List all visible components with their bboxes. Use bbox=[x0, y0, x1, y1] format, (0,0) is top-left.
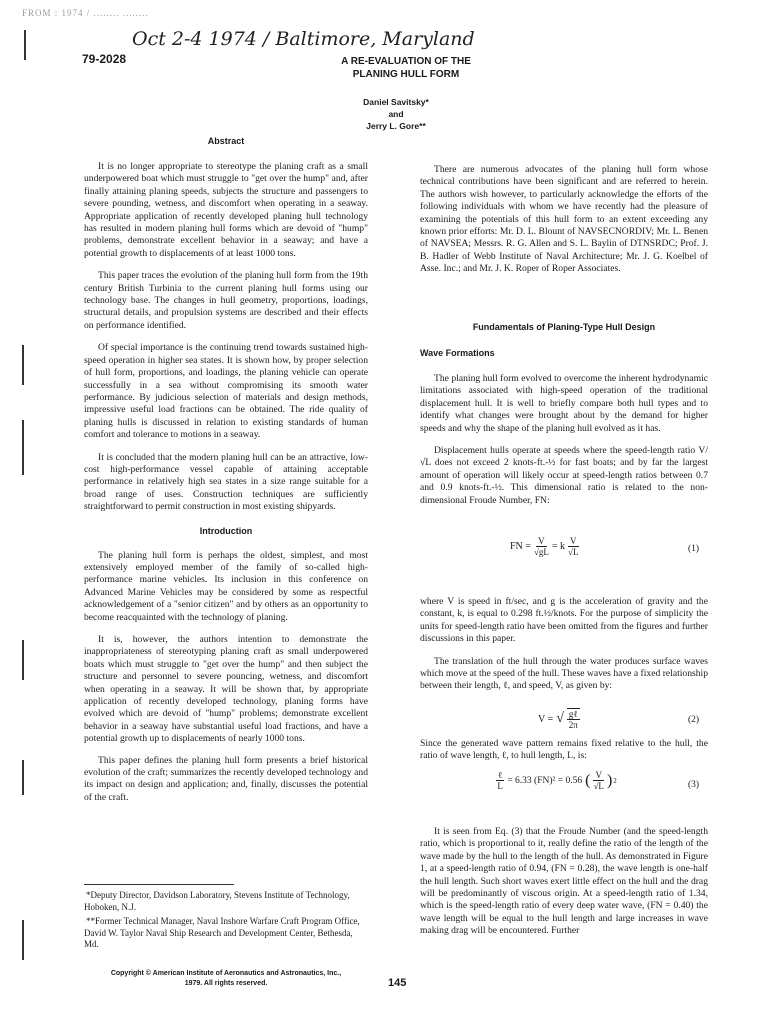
author-block bbox=[320, 96, 472, 132]
abstract-paragraph: It is concluded that the modern planing hull can be an attractive, low-cost high-performance vessel capable of attaining acceptable performance in relatively high sea states in a size range suitable for a broad range of uses. Construction techniques are sufficiently straightforward to permit construction in most existing shipyards. bbox=[84, 451, 368, 513]
eq3-paren-numerator: V bbox=[595, 770, 602, 780]
eq1-fraction-2 bbox=[568, 536, 579, 557]
archive-stamp: FROM : 1974 / ........ ........ bbox=[22, 8, 149, 18]
eq2-lhs: V = bbox=[538, 713, 554, 725]
margin-mark bbox=[22, 640, 24, 680]
eq1-frac1-denominator: √gL bbox=[533, 547, 549, 557]
abstract-paragraph: This paper traces the evolution of the planing hull form from the 19th century British Turbinia to the current planing hull forms using our technology base. The changes in hull geometry, proportions, loadings, structural details, and propulsion systems are described and their effects on performance identified. bbox=[84, 270, 368, 331]
wave-paragraph: The planing hull form evolved to overcome the inherent hydrodynamic limitations associated with high-speed operation of the traditional displacement hull. It is well to briefly compare both hull types and to identify what changes were brought about by the demand for higher speeds and why the shape of the planing hull evolved as it has. bbox=[420, 373, 708, 434]
eq3-numerator: ℓ bbox=[498, 770, 503, 780]
equation-1 bbox=[510, 536, 579, 557]
eq3-paren-fraction bbox=[593, 770, 604, 791]
wave-paragraph: Displacement hulls operate at speeds where the speed-length ratio V/√L does not exceed 2 knots-ft.-½ for fast boats; and by far the largest amount of operation will likely occur at speed-length ratios between 0.7 and 0.9 knots-ft.-½. This dimensional ratio is related to the non-dimensional Froude Number, FN: bbox=[420, 445, 708, 506]
eq2-denominator: 2π bbox=[568, 720, 578, 730]
eq3-denominator: L bbox=[497, 781, 503, 791]
eq2-fraction bbox=[567, 708, 580, 730]
eq3-fraction bbox=[496, 770, 504, 791]
eq3-close-paren: ) bbox=[606, 771, 613, 789]
equation-2-number: (2) bbox=[688, 715, 700, 725]
margin-mark bbox=[22, 420, 24, 475]
title-line-1: A RE-EVALUATION OF THE bbox=[341, 56, 471, 67]
eq3-open-paren: ( bbox=[585, 771, 591, 789]
eq3-paren-denominator: √L bbox=[593, 781, 604, 791]
right-column-top bbox=[420, 164, 708, 276]
title-line-2: PLANING HULL FORM bbox=[352, 69, 460, 80]
margin-mark bbox=[22, 760, 24, 795]
post-eq2-section bbox=[420, 738, 708, 763]
post-eq1-paragraph: where V is speed in ft/sec, and g is the acceleration of gravity and the constant, k, is equal to 0.298 ft.½/knots. For the purpose of simplicity the units for speed-length ratio have been omitted from the figures and further discussions in this paper. bbox=[420, 596, 708, 645]
footnote-1: *Deputy Director, Davidson Laboratory, Stevens Institute of Technology, Hoboken, N.J. bbox=[84, 890, 350, 912]
equation-2 bbox=[538, 708, 580, 730]
intro-paragraph: The planing hull form is perhaps the oldest, simplest, and most extensively employed member of the family of so-called high-performance marine vehicles. Its inclusion in this conference on Advanced Marine Vehicles may be considered by some as respectful acknowledgement of a "senior citizen" and by others as an opportunity to become reacquainted with the technology of planing. bbox=[84, 549, 368, 623]
eq3-rhs: = 6.33 (FN)² = 0.56 bbox=[507, 775, 583, 786]
eq1-frac1-numerator: V bbox=[538, 536, 545, 546]
report-number: 79-2028 bbox=[82, 52, 127, 66]
acknowledgement-paragraph: There are numerous advocates of the planing hull form whose technical contributions have been significant and are referred to herein. The authors wish however, to particularly acknowledge the efforts of the following individuals with whom we have recently had the pleasure of examining the potentials of this hull form to an extent exceeding any known prior efforts: Mr. D. L. Blount of NAVSECNORDIV; Mr. L. Benen of NAVSEA; Messrs. R. G. Allen and S. L. Baylin of DTNSRDC; Prof. J. B. Hadler of Webb Institute of Naval Architecture; Mr. J. G. Koelbel of Asse. Inc.; and Mr. J. K. Roper of Roper Associates. bbox=[420, 164, 708, 275]
abstract-heading: Abstract bbox=[207, 136, 245, 146]
equation-1-number: (1) bbox=[688, 544, 700, 554]
margin-mark bbox=[22, 345, 24, 385]
post-eq1-paragraph: The translation of the hull through the water produces surface waves which move at the speed of the hull. These waves have a fixed relationship between their length, ℓ, and speed, V, as given by: bbox=[420, 655, 708, 692]
author-conjunction: and bbox=[388, 109, 404, 119]
margin-mark bbox=[22, 920, 24, 960]
left-column bbox=[84, 136, 368, 804]
introduction-heading: Introduction bbox=[199, 525, 253, 536]
intro-paragraph: It is, however, the authors intention to demonstrate the inappropriateness of stereotyping planing craft as small underpowered boats which must struggle to "get over the hump" and then subject the structure and personnel to severe pouncing, wetness, and discomfort when operating in a seaway. It will be shown that, by appropriate application of recently developed technology, planing forms have evolved which are devoid of "hump" problems; demonstrate excellent behavior in a seaway have substantial useful load fractions, and have a potential growth up to displacements of nearly 1000 tons. bbox=[84, 634, 368, 745]
footnote-2: **Former Technical Manager, Naval Inshore Warfare Craft Program Office, David W. Taylor Naval Ship Research and Development Center, Bethesda, Md. bbox=[84, 916, 360, 949]
wave-formations-heading: Wave Formations bbox=[420, 348, 495, 358]
eq3-exponent: 2 bbox=[613, 776, 617, 785]
froude-discussion-paragraph: It is seen from Eq. (3) that the Froude Number (and the speed-length ratio, which is proportional to it, really define the ratio of the length of the wave made by the hull to the length of the hull. As demonstrated in Figure 1, at a speed-length ratio of 0.94, (FN = 0.28), the wave length is one-half the hull length. Such short waves exert little effect on the hull and the drag will be predominantly of viscous origin. At a speed-length ratio of 1.34, which is the speed-length ratio of every deep water wave, (FN = 0.40) the wave length will be equal to the hull length and large increases in wave making drag will be encountered. Further bbox=[420, 826, 708, 937]
abstract-paragraph: It is no longer appropriate to stereotype the planing craft as a small underpowered boat which must struggle to "get over the hump" and, after finally attaining planing speeds, subjects the structure and passengers to severe pounding, wetness, and discomfort when operating in a seaway. Appropriate application of recently developed planing hull technology has resulted in modern planing hull forms which are devoid of "hump" problems, demonstrate excellent behavior in a seaway; and have a potential growth to displacements of at least 1000 tons. bbox=[84, 161, 368, 259]
post-eq2-paragraph: Since the generated wave pattern remains fixed relative to the hull, the ratio of wave length, ℓ, to hull length, L, is: bbox=[420, 738, 708, 762]
author-2: Jerry L. Gore** bbox=[366, 121, 426, 131]
eq2-sqrt-sign: √ bbox=[556, 711, 564, 726]
intro-paragraph: This paper defines the planing hull form presents a brief historical evolution of the craft; summarizes the recently developed technology and its impact on design and application; and, finally, discusses the potential of the craft. bbox=[84, 754, 368, 803]
eq1-frac2-denominator: √L bbox=[568, 547, 579, 557]
wave-section bbox=[420, 373, 708, 507]
equation-3-number: (3) bbox=[688, 780, 700, 790]
handwritten-conference-note: Oct 2-4 1974 / Baltimore, Maryland bbox=[132, 28, 475, 50]
page-number: 145 bbox=[388, 977, 407, 989]
author-1: Daniel Savitsky* bbox=[363, 97, 429, 107]
fundamentals-heading: Fundamentals of Planing-Type Hull Design bbox=[472, 322, 656, 332]
equation-3 bbox=[496, 770, 617, 791]
abstract-paragraph: Of special importance is the continuing trend towards sustained high-speed operation in higher sea states. It is shown how, by proper selection of hull form, proportions, and loadings, the planing vehicle can operate successfully in a sea without compromising its smooth water performance. By judicious selection of materials and design methods, impressive useful load fractions can be obtained. The ride quality of planing hulls is discussed in relation to existing standards of human comfort and tolerance to motions in a seaway. bbox=[84, 342, 368, 441]
eq1-mid: = k bbox=[551, 541, 566, 552]
footnote-rule bbox=[84, 884, 234, 885]
eq2-numerator: gℓ bbox=[568, 709, 578, 719]
footnotes bbox=[84, 890, 368, 951]
final-section bbox=[420, 826, 708, 938]
eq1-fraction-1 bbox=[534, 536, 549, 557]
eq1-frac2-numerator: V bbox=[570, 536, 577, 546]
eq1-lhs: FN = bbox=[510, 541, 531, 552]
paper-title bbox=[300, 55, 512, 81]
post-eq1-section bbox=[420, 596, 708, 693]
margin-mark bbox=[24, 30, 26, 60]
copyright-notice: Copyright © American Institute of Aeronautics and Astronautics, Inc., 1979. All rights reserved. bbox=[110, 970, 342, 987]
